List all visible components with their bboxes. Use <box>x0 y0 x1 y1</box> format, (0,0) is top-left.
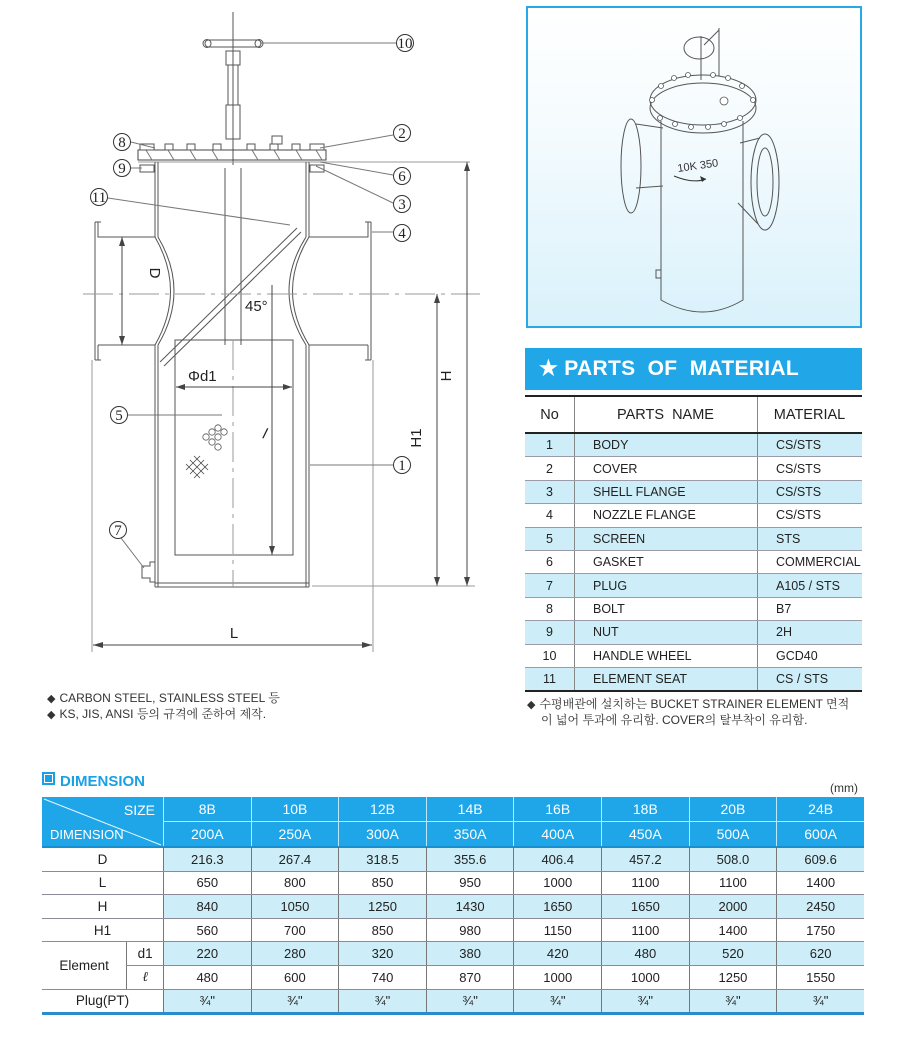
corner-size-label: SIZE <box>123 802 155 818</box>
row-sublabel-d1: d1 <box>127 942 164 966</box>
part-no: 1 <box>525 433 575 457</box>
part-material: 2H <box>758 621 863 644</box>
cell: 2450 <box>777 895 864 919</box>
part-name: NOZZLE FLANGE <box>575 504 758 527</box>
note-line <box>527 697 867 713</box>
size-b: 18B <box>602 797 690 822</box>
parts-row <box>525 574 862 597</box>
strainer-isometric-illustration <box>526 6 862 328</box>
screen-element <box>160 168 301 555</box>
svg-text:5: 5 <box>115 408 123 424</box>
perforated-screen-icon <box>203 425 227 450</box>
part-no: 11 <box>525 667 575 691</box>
size-b: 14B <box>426 797 514 822</box>
part-no: 5 <box>525 527 575 550</box>
cell: 1650 <box>602 895 690 919</box>
parts-row <box>525 621 862 644</box>
header-corner <box>42 797 163 847</box>
cell: 1000 <box>602 965 690 989</box>
parts-row <box>525 504 862 527</box>
part-name: GASKET <box>575 550 758 573</box>
note-text: 수평배관에 설치하는 BUCKET STRAINER ELEMENT 면적 <box>539 697 850 711</box>
svg-text:10: 10 <box>397 36 413 52</box>
col-header-parts-name: PARTS NAME <box>575 396 758 433</box>
note-line <box>47 691 280 707</box>
cell: 1050 <box>251 895 339 919</box>
note-line <box>527 713 867 728</box>
cell: 1430 <box>426 895 514 919</box>
callout-11 <box>91 189 108 207</box>
diamond-bullet-icon: ◆ <box>47 709 56 721</box>
cell: 1100 <box>689 871 777 895</box>
size-a: 250A <box>251 822 339 848</box>
cell: 850 <box>339 871 427 895</box>
size-a: 200A <box>163 822 251 848</box>
cell: 1400 <box>777 871 864 895</box>
part-material: CS / STS <box>758 667 863 691</box>
diamond-bullet-icon: ◆ <box>527 699 536 711</box>
callout-10 <box>397 35 414 53</box>
cell: 457.2 <box>602 847 690 871</box>
row-label: D <box>42 847 163 871</box>
parts-row <box>525 480 862 503</box>
cell: ¾" <box>777 989 864 1014</box>
dim-label-H1: H1 <box>408 428 425 448</box>
dimension-row-element-d1 <box>42 942 864 966</box>
part-name: SHELL FLANGE <box>575 480 758 503</box>
parts-row <box>525 527 862 550</box>
row-label-element: Element <box>42 942 127 989</box>
cell: 420 <box>514 942 602 966</box>
note-line <box>47 707 280 723</box>
cell: 870 <box>426 965 514 989</box>
part-no: 6 <box>525 550 575 573</box>
part-material: A105 / STS <box>758 574 863 597</box>
part-name: HANDLE WHEEL <box>575 644 758 667</box>
parts-row <box>525 667 862 691</box>
cell: 1100 <box>602 918 690 942</box>
cell: ¾" <box>251 989 339 1014</box>
size-a: 450A <box>602 822 690 848</box>
cell: ¾" <box>602 989 690 1014</box>
cell: 1550 <box>777 965 864 989</box>
size-a: 350A <box>426 822 514 848</box>
part-name: ELEMENT SEAT <box>575 667 758 691</box>
cell: 508.0 <box>689 847 777 871</box>
cell: 700 <box>251 918 339 942</box>
row-label: H1 <box>42 918 163 942</box>
part-name: BODY <box>575 433 758 457</box>
cell: 380 <box>426 942 514 966</box>
cell: 355.6 <box>426 847 514 871</box>
corner-dimension-label: DIMENSION <box>50 827 124 842</box>
cell: 318.5 <box>339 847 427 871</box>
cell: 620 <box>777 942 864 966</box>
strainer-3d-icon <box>528 8 860 326</box>
size-b: 10B <box>251 797 339 822</box>
row-label: H <box>42 895 163 919</box>
svg-text:2: 2 <box>398 126 406 142</box>
diamond-bullet-icon: ◆ <box>47 693 56 705</box>
star-icon: ★ <box>539 357 559 380</box>
cell: 950 <box>426 871 514 895</box>
size-b: 12B <box>339 797 427 822</box>
svg-text:3: 3 <box>398 197 406 213</box>
cell: 840 <box>163 895 251 919</box>
cell: 1250 <box>689 965 777 989</box>
marking-text: 10K 350 <box>676 157 720 175</box>
callout-4 <box>394 225 411 243</box>
part-material: COMMERCIAL <box>758 550 863 573</box>
part-material: CS/STS <box>758 480 863 503</box>
cell: 1650 <box>514 895 602 919</box>
part-material: CS/STS <box>758 504 863 527</box>
part-no: 9 <box>525 621 575 644</box>
callout-1 <box>394 457 411 475</box>
parts-row <box>525 457 862 480</box>
cell: ¾" <box>339 989 427 1014</box>
dim-label-d1: Φd1 <box>188 368 217 385</box>
cell: 267.4 <box>251 847 339 871</box>
parts-title-text: PARTS OF MATERIAL <box>564 357 800 380</box>
svg-text:8: 8 <box>118 135 126 151</box>
cell: ¾" <box>426 989 514 1014</box>
strainer-section-drawing <box>0 0 520 690</box>
part-no: 7 <box>525 574 575 597</box>
dimension-row-H <box>42 895 864 919</box>
note-text: KS, JIS, ANSI 등의 규격에 준하여 제작. <box>59 707 267 721</box>
dim-label-H: H <box>438 370 455 382</box>
part-no: 3 <box>525 480 575 503</box>
col-header-no: No <box>525 396 575 433</box>
cell: 1400 <box>689 918 777 942</box>
part-name: PLUG <box>575 574 758 597</box>
parts-of-material-title <box>525 348 862 390</box>
callout-2 <box>394 125 411 143</box>
size-a: 500A <box>689 822 777 848</box>
part-name: BOLT <box>575 597 758 620</box>
cell: 216.3 <box>163 847 251 871</box>
unit-label: (mm) <box>830 781 858 795</box>
cell: 220 <box>163 942 251 966</box>
cell: 480 <box>163 965 251 989</box>
part-material: CS/STS <box>758 457 863 480</box>
dimension-row-element-l <box>42 965 864 989</box>
part-name: COVER <box>575 457 758 480</box>
callout-3 <box>394 196 411 214</box>
cell: ¾" <box>163 989 251 1014</box>
size-b-row <box>42 797 864 822</box>
row-label: L <box>42 871 163 895</box>
note-text: 이 넓어 투과에 유리함. COVER의 탈부착이 유리함. <box>541 713 808 727</box>
cell: ¾" <box>514 989 602 1014</box>
part-material: GCD40 <box>758 644 863 667</box>
row-sublabel-l: ℓ <box>127 965 164 989</box>
svg-text:7: 7 <box>114 523 122 539</box>
size-b: 20B <box>689 797 777 822</box>
size-b: 8B <box>163 797 251 822</box>
size-b: 16B <box>514 797 602 822</box>
dim-label-L: L <box>229 625 239 642</box>
svg-text:4: 4 <box>398 226 406 242</box>
cell: 980 <box>426 918 514 942</box>
callout-6 <box>394 168 411 186</box>
parts-header-row <box>525 396 862 433</box>
cell: 480 <box>602 942 690 966</box>
cell: 1000 <box>514 871 602 895</box>
dim-label-D: D <box>146 267 163 279</box>
cell: 1100 <box>602 871 690 895</box>
cell: 2000 <box>689 895 777 919</box>
row-label: Plug(PT) <box>42 989 163 1014</box>
svg-text:6: 6 <box>398 169 406 185</box>
cell: 280 <box>251 942 339 966</box>
cell: 609.6 <box>777 847 864 871</box>
part-material: CS/STS <box>758 433 863 457</box>
note-text: CARBON STEEL, STAINLESS STEEL 등 <box>59 691 280 705</box>
part-no: 10 <box>525 644 575 667</box>
cell: 406.4 <box>514 847 602 871</box>
svg-text:1: 1 <box>398 458 406 474</box>
cover-plate <box>138 136 470 172</box>
parts-row <box>525 433 862 457</box>
part-name: SCREEN <box>575 527 758 550</box>
callout-5 <box>111 407 128 425</box>
part-material: STS <box>758 527 863 550</box>
cell: 320 <box>339 942 427 966</box>
size-b: 24B <box>777 797 864 822</box>
callout-8 <box>114 134 131 152</box>
cell: 560 <box>163 918 251 942</box>
dim-label-angle: 45° <box>245 298 268 315</box>
part-no: 2 <box>525 457 575 480</box>
parts-row <box>525 597 862 620</box>
mesh-screen-icon <box>186 456 208 478</box>
cell: 850 <box>339 918 427 942</box>
dimension-row-L <box>42 871 864 895</box>
part-no: 4 <box>525 504 575 527</box>
left-notes <box>47 691 280 723</box>
col-header-material: MATERIAL <box>758 396 863 433</box>
parts-row <box>525 644 862 667</box>
dimension-table <box>42 797 864 1015</box>
size-a: 400A <box>514 822 602 848</box>
svg-text:11: 11 <box>91 190 107 206</box>
cell: 1150 <box>514 918 602 942</box>
dimension-row-H1 <box>42 918 864 942</box>
callout-9 <box>114 160 131 178</box>
part-material: B7 <box>758 597 863 620</box>
size-a: 600A <box>777 822 864 848</box>
parts-table <box>525 395 862 692</box>
cell: ¾" <box>689 989 777 1014</box>
part-name: NUT <box>575 621 758 644</box>
cell: 800 <box>251 871 339 895</box>
cell: 740 <box>339 965 427 989</box>
callout-7 <box>110 522 127 540</box>
cell: 650 <box>163 871 251 895</box>
cell: 1000 <box>514 965 602 989</box>
right-notes <box>527 697 867 728</box>
part-no: 8 <box>525 597 575 620</box>
cell: 520 <box>689 942 777 966</box>
dimension-row-plug <box>42 989 864 1014</box>
parts-row <box>525 550 862 573</box>
cell: 600 <box>251 965 339 989</box>
dim-label-l: l <box>260 425 269 443</box>
svg-text:9: 9 <box>118 161 126 177</box>
shell-body <box>95 162 371 587</box>
size-a-row <box>42 822 864 848</box>
square-bullet-icon <box>42 772 55 785</box>
dimension-title-text: DIMENSION <box>60 773 146 790</box>
dimension-row-D <box>42 847 864 871</box>
size-a: 300A <box>339 822 427 848</box>
cell: 1250 <box>339 895 427 919</box>
dimension-title <box>42 772 145 790</box>
cell: 1750 <box>777 918 864 942</box>
